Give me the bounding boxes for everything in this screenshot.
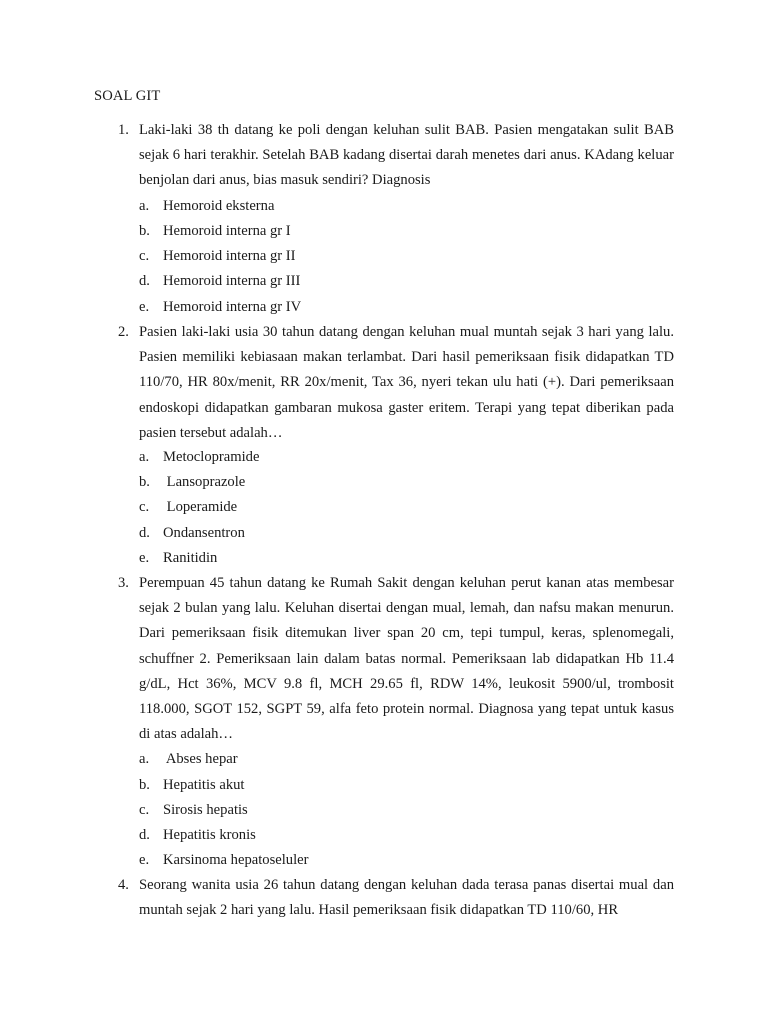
document-title: SOAL GIT xyxy=(94,88,161,104)
option-letter: c. xyxy=(139,802,150,818)
option-2b xyxy=(0,470,768,495)
option-letter: d. xyxy=(139,525,150,541)
option-text: Hemoroid interna gr III xyxy=(163,273,301,289)
option-text: Ondansentron xyxy=(163,525,245,541)
option-letter: e. xyxy=(139,550,150,566)
option-text: Hepatitis kronis xyxy=(163,827,256,843)
option-letter: e. xyxy=(139,852,150,868)
option-letter: b. xyxy=(139,474,150,490)
option-text: Hepatitis akut xyxy=(163,777,245,793)
option-letter: e. xyxy=(139,299,150,315)
question-number: 4. xyxy=(118,877,129,893)
option-text: Abses hepar xyxy=(163,751,238,767)
option-letter: b. xyxy=(139,223,150,239)
question-number: 2. xyxy=(118,324,129,340)
question-number: 3. xyxy=(118,575,129,591)
option-letter: a. xyxy=(139,449,150,465)
option-text: Loperamide xyxy=(163,499,238,515)
option-letter: c. xyxy=(139,248,150,264)
option-text: Hemoroid eksterna xyxy=(163,198,275,214)
question-text: Laki-laki 38 th datang ke poli dengan keluhan sulit BAB. Pasien mengatakan sulit BAB sejak 6 hari terakhir. Setelah BAB kadang disertai darah menetes dari anus. KAdang keluar benjolan dari anus, bias masuk sendiri? Diagnosis xyxy=(139,122,674,189)
option-2e xyxy=(0,546,768,571)
option-text: Ranitidin xyxy=(163,550,218,566)
option-letter: d. xyxy=(139,827,150,843)
option-3c xyxy=(0,798,768,823)
option-1c xyxy=(0,244,768,269)
option-2c xyxy=(0,495,768,520)
option-text: Sirosis hepatis xyxy=(163,802,248,818)
option-text: Hemoroid interna gr I xyxy=(163,223,291,239)
question-text: Seorang wanita usia 26 tahun datang dengan keluhan dada terasa panas disertai mual dan muntah sejak 2 hari yang lalu. Hasil pemeriksaan fisik didapatkan TD 110/60, HR xyxy=(139,877,674,919)
question-number: 1. xyxy=(118,122,129,138)
option-2d xyxy=(0,521,768,546)
option-text: Karsinoma hepatoseluler xyxy=(163,852,309,868)
option-1d xyxy=(0,269,768,294)
question-text: Perempuan 45 tahun datang ke Rumah Sakit dengan keluhan perut kanan atas membesar sejak 2 bulan yang lalu. Keluhan disertai dengan mual, lemah, dan nafsu makan menurun. Dari pemeriksaan fisik ditemukan liver span 20 cm, tepi tumpul, keras, splenomegali, schuffner 2. Pemeriksaan lain dalam batas normal. Pemeriksaan lab didapatkan Hb 11.4 g/dL, Hct 36%, MCV 9.8 fl, MCH 29.65 fl, RDW 14%, leukosit 5900/ul, trombosit 118.000, SGOT 152, SGPT 59, alfa feto protein normal. Diagnosa yang tepat untuk kasus di atas adalah… xyxy=(139,575,674,743)
option-text: Lansoprazole xyxy=(163,474,246,490)
option-text: Metoclopramide xyxy=(163,449,260,465)
option-1a xyxy=(0,194,768,219)
option-3e xyxy=(0,848,768,873)
option-3d xyxy=(0,823,768,848)
option-2a xyxy=(0,445,768,470)
option-1b xyxy=(0,219,768,244)
option-letter: a. xyxy=(139,751,150,767)
option-letter: b. xyxy=(139,777,150,793)
option-text: Hemoroid interna gr IV xyxy=(163,299,302,315)
option-letter: c. xyxy=(139,499,150,515)
option-1e xyxy=(0,295,768,320)
option-letter: a. xyxy=(139,198,150,214)
option-text: Hemoroid interna gr II xyxy=(163,248,296,264)
option-3b xyxy=(0,773,768,798)
option-letter: d. xyxy=(139,273,150,289)
question-text: Pasien laki-laki usia 30 tahun datang dengan keluhan mual muntah sejak 3 hari yang lalu. Pasien memiliki kebiasaan makan terlambat. Dari hasil pemeriksaan fisik didapatkan TD 110/70, HR 80x/menit, RR 20x/menit, Tax 36, nyeri tekan ulu hati (+). Dari pemeriksaan endoskopi didapatkan gambaran mukosa gaster eritem. Terapi yang tepat diberikan pada pasien tersebut adalah… xyxy=(139,324,674,441)
option-3a xyxy=(0,747,768,772)
